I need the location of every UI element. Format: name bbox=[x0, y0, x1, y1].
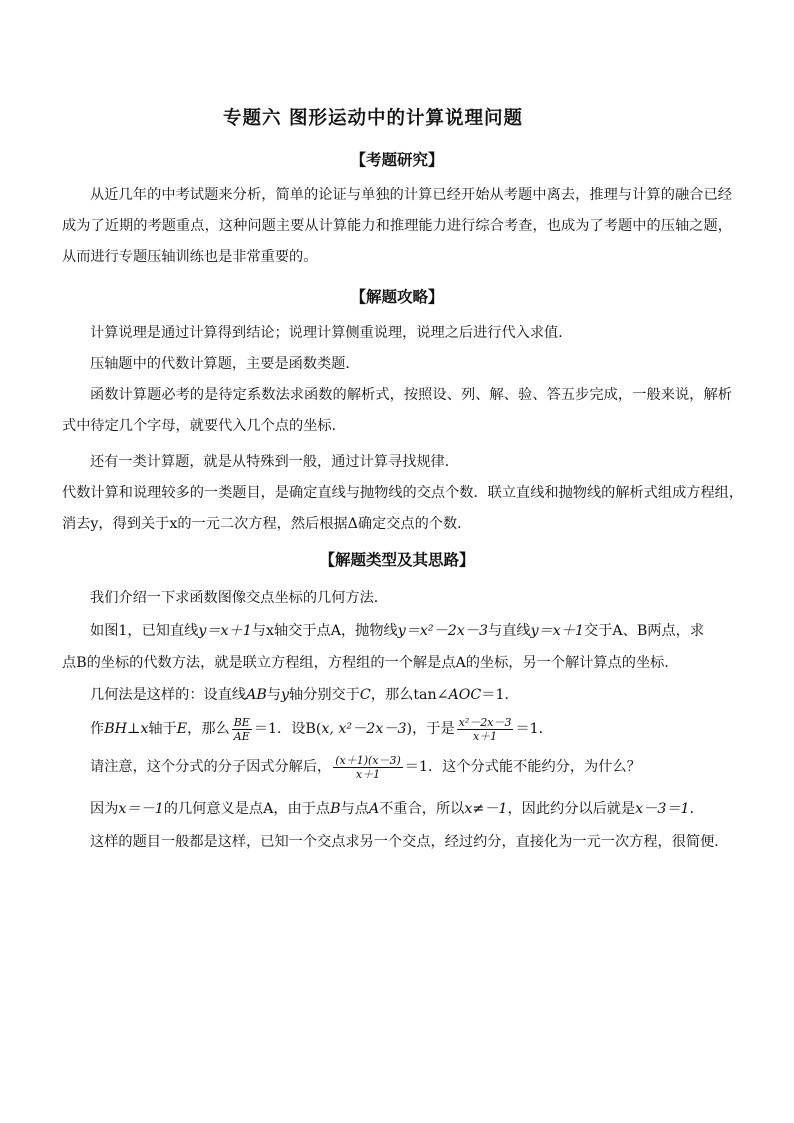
fraction-factored bbox=[333, 754, 403, 781]
types-paragraph-3 bbox=[90, 680, 740, 711]
text-span: 作 bbox=[90, 721, 105, 737]
types-paragraph-1: 我们介绍一下求函数图像交点坐标的几何方法． bbox=[90, 590, 388, 606]
text-span: 因为 bbox=[90, 801, 119, 817]
types-paragraph-2b: 点B的坐标的代数方法，就是联立方程组，方程组的一个解是点A的坐标，另一个解计算点的坐标． bbox=[62, 655, 679, 671]
section-heading-research: 【考题研究】 bbox=[350, 150, 444, 169]
math-var: E bbox=[176, 721, 188, 737]
types-paragraph-4 bbox=[90, 714, 740, 745]
fraction-denominator: x＋1 bbox=[472, 729, 498, 743]
text-span: 与点 bbox=[340, 801, 369, 817]
fraction-numerator: x²－2x－3 bbox=[458, 715, 512, 729]
equation-line: y＝x＋1 bbox=[198, 623, 252, 639]
text-span: ，因此约分以后就是 bbox=[507, 801, 636, 817]
text-span: 轴于 bbox=[148, 721, 177, 737]
text-span: 轴分别交于 bbox=[288, 687, 360, 703]
text-span: 几何法是这样的：设直线 bbox=[90, 687, 247, 703]
math-var: AB bbox=[246, 687, 267, 703]
strategy-paragraph-2: 压轴题中的代数计算题，主要是函数类题． bbox=[90, 356, 360, 372]
math-var: BH bbox=[104, 721, 128, 737]
types-paragraph-5 bbox=[90, 752, 740, 783]
math-coordinate: x, x²－2x－3 bbox=[321, 721, 407, 737]
strategy-paragraph-4: 还有一类计算题，就是从特殊到一般，通过计算寻找规律． bbox=[90, 454, 459, 470]
math-var: y bbox=[280, 687, 289, 703]
text-span: )，于是 bbox=[406, 721, 455, 737]
text-span: ． bbox=[689, 801, 704, 817]
text-span: ，那么tan∠ bbox=[370, 687, 449, 703]
equation-line: y＝x＋1 bbox=[530, 623, 585, 639]
text-span: 的几何意义是点A，由于点 bbox=[163, 801, 331, 817]
research-paragraph: 从近几年的中考试题来分析，简单的论证与单独的计算已经开始从考题中离去，推理与计算的融合已经成为了近期的考题重点，这种问题主要从计算能力和推理能力进行综合考查，也成为了考题中的压轴之题，从而进行专题压轴训练也是非常重要的。 bbox=[62, 187, 732, 265]
math-var: A bbox=[368, 801, 380, 817]
section-heading-types: 【解题类型及其思路】 bbox=[319, 550, 475, 569]
fraction-numerator: BE bbox=[233, 715, 250, 729]
section-heading-strategy: 【解题攻略】 bbox=[350, 287, 444, 306]
fraction-denominator: AE bbox=[233, 729, 250, 743]
math-var: B bbox=[330, 801, 341, 817]
strategy-paragraph-3: 函数计算题必考的是待定系数法求函数的解析式，按照设、列、解、验、答五步完成，一般来说，解析式中待定几个字母，就要代入几个点的坐标． bbox=[62, 387, 732, 434]
types-paragraph-2a bbox=[90, 616, 740, 647]
fraction-numerator: (x＋1)(x－3) bbox=[335, 753, 401, 767]
text-span: ＝1．这个分式能不能约分，为什么？ bbox=[404, 759, 641, 775]
math-expr: x＝－1 bbox=[118, 801, 164, 817]
fraction-denominator: x＋1 bbox=[355, 767, 381, 781]
text-span: 与直线 bbox=[488, 623, 531, 639]
text-span: 如图1，已知直线 bbox=[90, 623, 199, 639]
strategy-paragraph-5a: 代数计算和说理较多的一类题目，是确定直线与抛物线的交点个数．联立直线和抛物线的解析式组成方程组， bbox=[62, 485, 744, 501]
math-var: x bbox=[140, 721, 149, 737]
fraction-quadratic bbox=[457, 716, 514, 743]
fraction-be-ae bbox=[232, 716, 252, 743]
math-expr: x－3＝1 bbox=[635, 801, 690, 817]
text-span: ⊥ bbox=[127, 721, 141, 737]
text-span: ＝1．设B( bbox=[253, 721, 322, 737]
text-span: 与 bbox=[266, 687, 281, 703]
math-var: C bbox=[359, 687, 371, 703]
page-title: 专题六 图形运动中的计算说理问题 bbox=[223, 108, 523, 129]
text-span: ，那么 bbox=[187, 721, 230, 737]
text-span: 请注意，这个分式的分子因式分解后， bbox=[90, 759, 332, 775]
strategy-paragraph-1: 计算说理是通过计算得到结论；说理计算侧重说理，说理之后进行代入求值． bbox=[90, 325, 573, 341]
math-var: AOC bbox=[448, 687, 482, 703]
strategy-paragraph-5b: 消去y，得到关于x的一元二次方程，然后根据Δ确定交点的个数． bbox=[62, 516, 472, 532]
text-span: ＝1． bbox=[481, 687, 519, 703]
text-span: 不重合，所以 bbox=[379, 801, 465, 817]
math-expr: x≠－1 bbox=[464, 801, 508, 817]
text-span: ＝1． bbox=[515, 721, 553, 737]
text-span: 与x轴交于点A，抛物线 bbox=[251, 623, 398, 639]
text-span: 交于A、B两点，求 bbox=[584, 623, 705, 639]
equation-parabola: y＝x²－2x－3 bbox=[397, 623, 489, 639]
types-paragraph-6 bbox=[90, 794, 740, 825]
types-paragraph-7: 这样的题目一般都是这样，已知一个交点求另一个交点，经过约分，直接化为一元一次方程，很简便． bbox=[90, 834, 729, 850]
